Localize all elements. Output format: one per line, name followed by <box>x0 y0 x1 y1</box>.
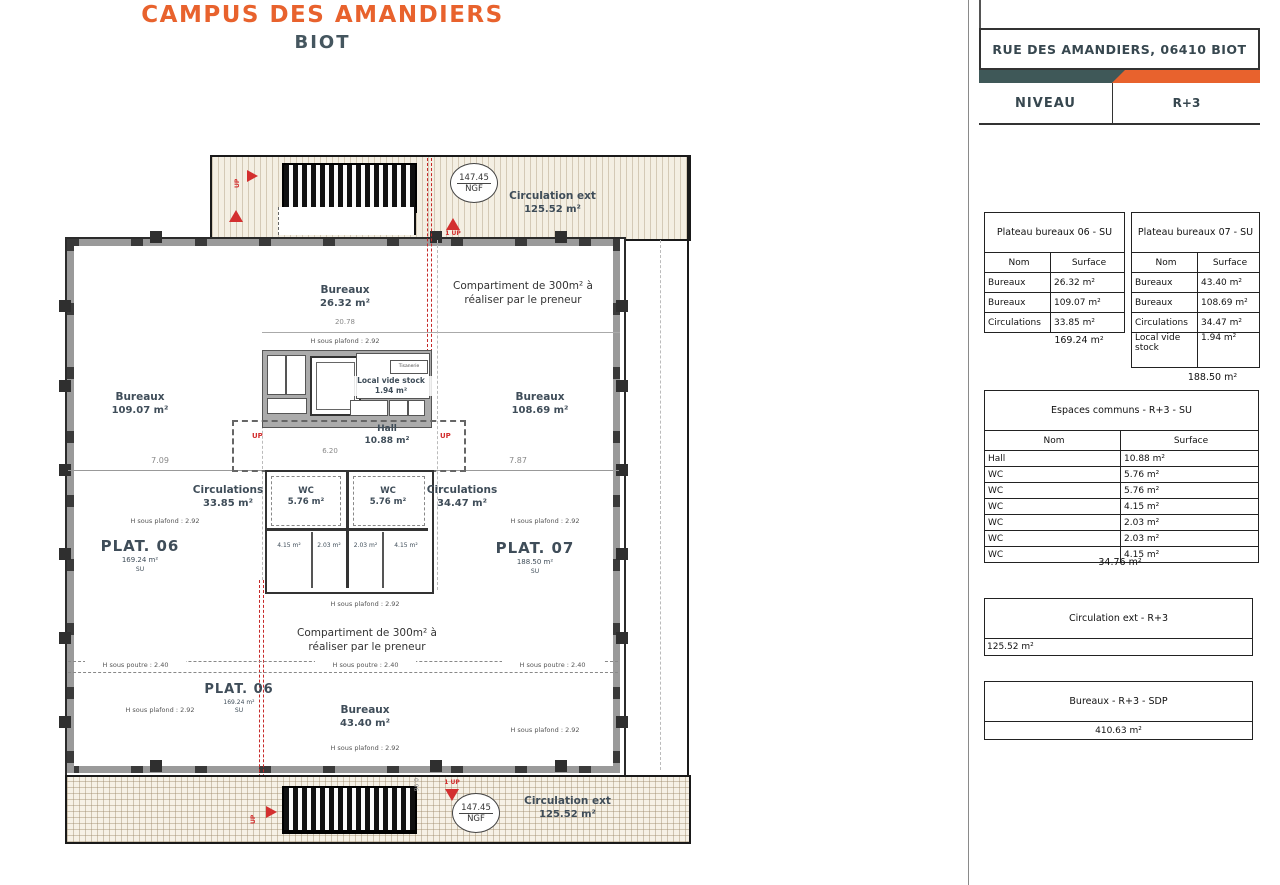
table-row: WC 5.76 m² <box>985 483 1258 499</box>
up-arrow-icon <box>446 218 460 230</box>
table-row: 125.52 m² <box>987 642 1034 652</box>
up-label: 1 UP <box>445 230 461 237</box>
column <box>616 548 628 560</box>
beam-height-label: H sous poutre : 2.40 <box>315 661 416 669</box>
table-row: Local vide stock 1.94 m² <box>1132 333 1259 367</box>
table-row: WC 4.15 m² <box>985 547 1258 562</box>
plat-06-label: PLAT. 06 169.24 m² SU <box>100 537 180 573</box>
table-bureaux-sdp: Bureaux - R+3 - SDP 410.63 m² <box>984 681 1253 740</box>
column <box>555 231 567 243</box>
project-subtitle: BIOT <box>294 32 351 53</box>
wc-small-label: 4.15 m² <box>394 542 418 549</box>
column <box>59 632 71 644</box>
table-row: Bureaux 26.32 m² <box>985 273 1124 293</box>
column <box>616 300 628 312</box>
ceiling-height-label: H sous plafond : 2.92 <box>510 517 580 525</box>
column <box>616 632 628 644</box>
col-header-nom: Nom <box>1132 253 1198 272</box>
local-vide-stock-label: Local vide stock 1.94 m² <box>350 376 432 396</box>
fire-compartment-line <box>427 158 428 352</box>
wc-divider <box>382 532 384 588</box>
ngf-level: 147.45 <box>459 172 489 183</box>
room-bureaux-43: Bureaux 43.40 m² <box>340 704 390 730</box>
table-plateau-06: Plateau bureaux 06 - SU Nom Surface Bureaux 26.32 m² Bureaux 109.07 m² Circulations 33.85 m² <box>984 212 1125 333</box>
up-arrow-icon <box>247 170 258 182</box>
column <box>59 380 71 392</box>
table-row: 410.63 m² <box>1095 725 1142 736</box>
accent-bar-teal <box>979 70 1125 83</box>
terrace-outer-edge <box>687 155 689 840</box>
up-label: UP <box>252 432 263 440</box>
col-header-nom: Nom <box>985 253 1051 272</box>
table-row: Bureaux 109.07 m² <box>985 293 1124 313</box>
wc-divider <box>267 528 428 531</box>
circulation-ext-bottom-label: Circulation ext 125.52 m² <box>524 795 611 821</box>
table-row: Circulations 34.47 m² <box>1132 313 1259 333</box>
fire-compartment-line <box>431 158 432 352</box>
table-total: 188.50 m² <box>1187 372 1238 383</box>
circulations-07-label: Circulations 34.47 m² <box>426 484 498 510</box>
wc-left-label: WC 5.76 m² <box>287 486 325 508</box>
ngf-label: NGF <box>465 183 483 194</box>
ngf-marker-bottom <box>452 793 500 833</box>
table-total: 34.76 m² <box>1098 557 1142 568</box>
wall-left <box>67 239 74 773</box>
beam-dashed-line <box>68 672 618 673</box>
table-espaces-communs: Espaces communs - R+3 - SU Nom Surface Hall 10.88 m² WC 5.76 m² WC 5.76 m² WC 4.15 m² WC 2.03 m² WC 2.03 m² WC 4.15 m² <box>984 390 1259 563</box>
niveau-label: NIVEAU <box>979 83 1113 123</box>
terrace-dashed-line <box>660 240 661 770</box>
circulation-ext-top-label: Circulation ext 125.52 m² <box>509 190 596 216</box>
dim-787: 7.87 <box>509 456 527 465</box>
column <box>59 548 71 560</box>
ceiling-height-label: H sous plafond : 2.92 <box>125 706 195 714</box>
col-header-surface: Surface <box>1212 257 1248 268</box>
room-bureaux-26: Bureaux 26.32 m² <box>320 284 370 310</box>
ngf-marker-top <box>450 163 498 203</box>
table-row: WC 2.03 m² <box>985 515 1258 531</box>
wc-small-label: 2.03 m² <box>353 542 378 549</box>
wc-right-label: WC 5.76 m² <box>369 486 407 508</box>
compartment-note-top: Compartiment de 300m² à réaliser par le preneur <box>453 280 593 307</box>
accent-bar <box>979 70 1260 83</box>
page-title <box>130 2 515 53</box>
col-header-nom: Nom <box>985 431 1121 450</box>
up-label: 1 UP <box>444 779 460 786</box>
project-title: CAMPUS DES AMANDIERS <box>141 2 504 28</box>
core-room <box>408 400 425 416</box>
col-header-surface: Surface <box>1071 257 1107 268</box>
table-row: Bureaux 108.69 m² <box>1132 293 1259 313</box>
niveau-value: R+3 <box>1172 96 1201 110</box>
dim-709: 7.09 <box>151 456 169 465</box>
up-arrow-icon <box>266 806 277 818</box>
plat-07-label: PLAT. 07 188.50 m² SU <box>495 539 575 575</box>
column <box>59 300 71 312</box>
stair-landing-top <box>278 207 416 235</box>
table-row: Hall 10.88 m² <box>985 451 1258 467</box>
table-total: 169.24 m² <box>1054 335 1104 346</box>
partition-line <box>262 332 620 333</box>
ngf-level: 147.45 <box>461 802 491 813</box>
panel-separator <box>968 0 969 885</box>
dim-2078: 20.78 <box>334 318 356 326</box>
table-row: WC 4.15 m² <box>985 499 1258 515</box>
up-label: UP <box>440 432 451 440</box>
column <box>59 716 71 728</box>
circulations-06-label: Circulations 33.85 m² <box>192 484 264 510</box>
compartment-note-bottom: Compartiment de 300m² à réaliser par le preneur <box>297 627 437 654</box>
compartment-dashed-line <box>437 240 438 590</box>
core-room <box>267 355 286 395</box>
column <box>430 760 442 772</box>
address-box: RUE DES AMANDIERS, 06410 BIOT <box>979 28 1260 70</box>
core-room <box>286 355 306 395</box>
stair-bottom <box>282 786 417 834</box>
wc-small-label: 4.15 m² <box>277 542 301 549</box>
dim-620: 6.20 <box>322 447 338 455</box>
col-header-surface: Surface <box>1173 435 1209 446</box>
up-arrow-icon <box>229 210 243 222</box>
up-label: UP <box>234 178 241 188</box>
stair-top <box>282 163 417 213</box>
up-label: UP <box>250 814 257 824</box>
column <box>616 716 628 728</box>
ceiling-height-label: H sous plafond : 2.92 <box>130 517 200 525</box>
ceiling-height-label: H sous plafond : 2.92 <box>510 726 580 734</box>
table-circulation-ext: Circulation ext - R+3 125.52 m² <box>984 598 1253 656</box>
core-room <box>389 400 408 416</box>
panel-top-stub <box>979 0 981 28</box>
up-arrow-icon <box>445 789 459 801</box>
table-row: WC 5.76 m² <box>985 467 1258 483</box>
column <box>150 760 162 772</box>
table-plateau-07: Plateau bureaux 07 - SU Nom Surface Bureaux 43.40 m² Bureaux 108.69 m² Circulations 34.47 m² Local vide stock 1.94 m² <box>1131 212 1260 368</box>
core-room <box>267 398 307 414</box>
hall-outline <box>232 420 466 472</box>
wc-small-label: 2.03 m² <box>317 542 341 549</box>
table-row: WC 2.03 m² <box>985 531 1258 547</box>
column <box>150 231 162 243</box>
table-row: Bureaux 43.40 m² <box>1132 273 1259 293</box>
dim-096: 0.96 <box>412 778 419 792</box>
column <box>555 760 567 772</box>
beam-height-label: H sous poutre : 2.40 <box>502 661 603 669</box>
plat-06b-label: PLAT. 06 169.24 m² SU <box>204 682 274 714</box>
ceiling-height-label: H sous plafond : 2.92 <box>330 744 400 752</box>
ceiling-height-label: H sous plafond : 2.92 <box>330 600 400 608</box>
wc-divider <box>311 532 313 588</box>
wall-right <box>613 239 620 773</box>
hall-label: Hall 10.88 m² <box>364 424 410 447</box>
beam-height-label: H sous poutre : 2.40 <box>85 661 186 669</box>
ceiling-height-label: H sous plafond : 2.92 <box>310 337 380 345</box>
room-bureaux-109: Bureaux 109.07 m² <box>111 391 169 417</box>
table-row: Circulations 33.85 m² <box>985 313 1124 332</box>
niveau-row <box>979 83 1260 125</box>
core-room <box>350 400 388 416</box>
room-bureaux-108: Bureaux 108.69 m² <box>511 391 569 417</box>
column <box>616 380 628 392</box>
tisanerie-box: Tisanerie <box>390 360 428 374</box>
ngf-label: NGF <box>467 813 485 824</box>
